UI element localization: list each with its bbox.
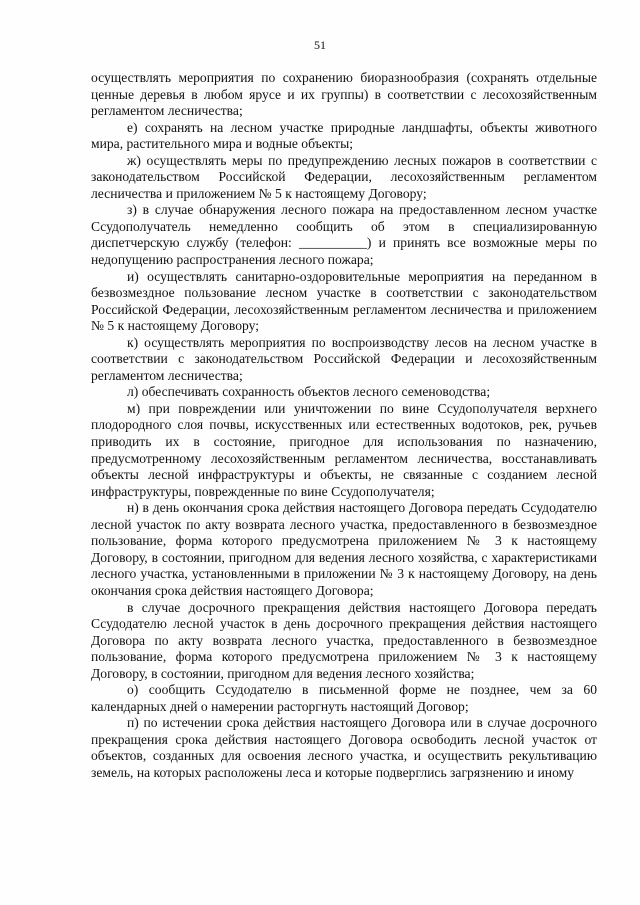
paragraph-p: п) по истечении срока действия настоящего Договора или в случае досрочного прекращения срока действия настоящего Договора освободить лесной участок от объектов, созданных для освоения лесного участка, и осуществить рекультивацию земель, на которых расположены леса и которые подверглись загрязнению и иному (91, 715, 597, 780)
paragraph-continuation: осуществлять мероприятия по сохранению биоразнообразия (сохранять отдельные ценные деревья в любом ярусе и их группы) в соответствии с лесохозяйственным регламентом лесничества; (91, 70, 597, 119)
page-number: 51 (314, 38, 326, 52)
paragraph-m: м) при повреждении или уничтожении по вине Ссудополучателя верхнего плодородного слоя почвы, искусственных или естественных водотоков, рек, ручьев приводить их в состояние, пригодное для использования по назначению, предусмотренному лесохозяйственным регламентом лесничества, восстанавливать объекты лесной инфраструктуры и объекты, не связанные с созданием лесной инфраструктуры, поврежденные по вине Ссудополучателя; (91, 400, 597, 499)
paragraph-i: и) осуществлять санитарно-оздоровительные мероприятия на переданном в безвозмездное пользование лесном участке в соответствии с законодательством Российской Федерации, лесохозяйственным регламентом лесничества и приложением № 5 к настоящему Договору; (91, 268, 597, 334)
paragraph-k: к) осуществлять мероприятия по воспроизводству лесов на лесном участке в соответствии с законодательством Российской Федерации и лесохозяйственным регламентом лесничества; (91, 334, 597, 383)
paragraph-zh: ж) осуществлять меры по предупреждению лесных пожаров в соответствии с законодательством Российской Федерации, лесохозяйственным регламентом лесничества и приложением № 5 к настоящему Договору; (91, 152, 597, 201)
paragraph-e: е) сохранять на лесном участке природные ландшафты, объекты животного мира, растительного мира и водные объекты; (91, 119, 597, 152)
paragraph-early-termination: в случае досрочного прекращения действия настоящего Договора передать Ссудодателю лесной участок в день досрочного прекращения действия настоящего Договора по акту возврата лесного участка, предоставленного в безвозмездное пользование, форма которого предусмотрена приложением № 3 к настоящему Договору, в состоянии, пригодном для ведения лесного хозяйства; (91, 599, 597, 681)
document-body (91, 70, 597, 782)
paragraph-o: о) сообщить Ссудодателю в письменной форме не позднее, чем за 60 календарных дней о намерении расторгнуть настоящий Договор; (91, 682, 597, 714)
paragraph-n: н) в день окончания срока действия настоящего Договора передать Ссудодателю лесной участок по акту возврата лесного участка, предоставленного в безвозмездное пользование, форма которого предусмотрена приложением № 3 к настоящему Договору, в состоянии, пригодном для ведения лесного хозяйства, с характеристиками лесного участка, установленными в приложении № 3 к настоящему Договору, на день окончания срока действия настоящего Договора; (91, 500, 597, 598)
paragraph-l: л) обеспечивать сохранность объектов лесного семеноводства; (127, 384, 491, 400)
paragraph-z: з) в случае обнаружения лесного пожара на предоставленном лесном участке Ссудополучатель немедленно сообщить об этом в специализированную диспетчерскую службу (телефон: __________) и принять все возможные меры по недопущению распространения лесного пожара; (91, 202, 597, 268)
